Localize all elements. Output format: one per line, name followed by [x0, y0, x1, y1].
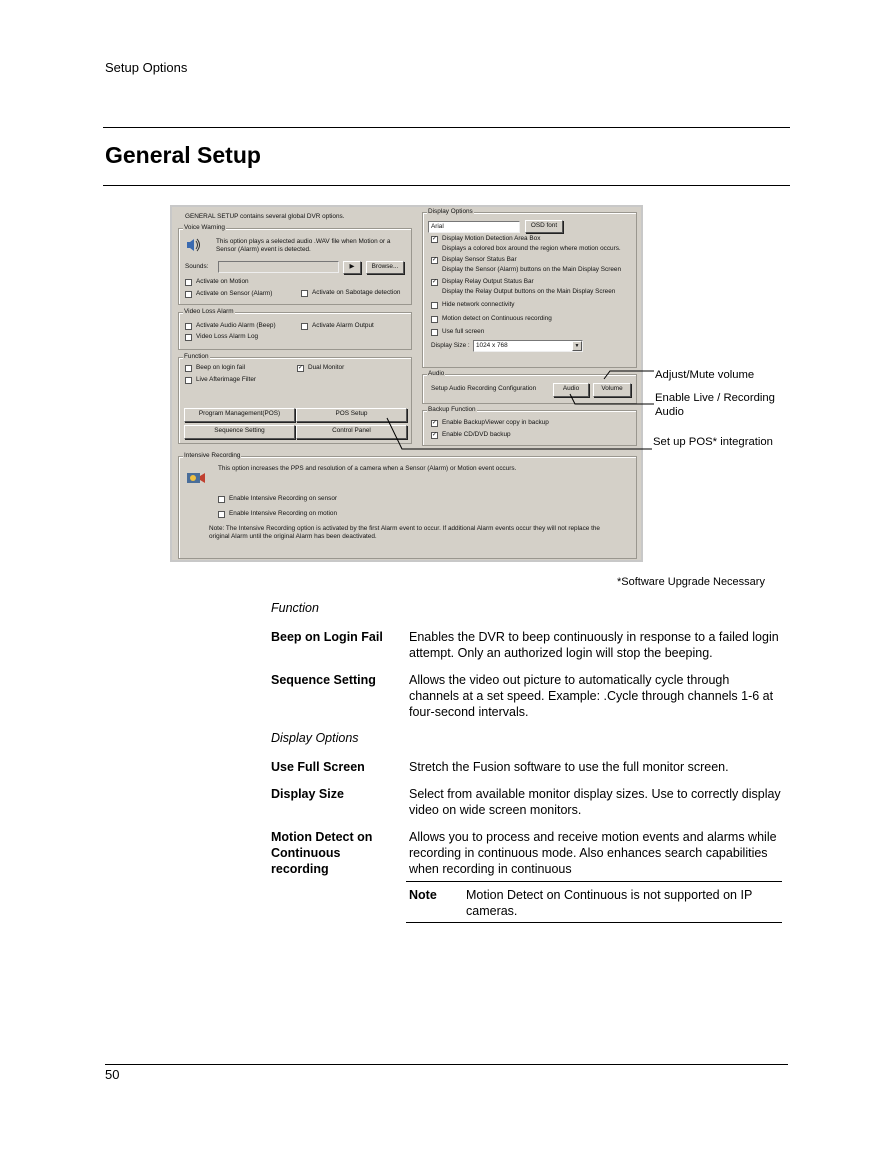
hide-network-label: Hide network connectivity: [442, 301, 515, 308]
pos-leader: [387, 418, 652, 449]
intensive-text: This option increases the PPS and resolution of a camera when a Sensor (Alarm) or Motion event occurs.: [218, 465, 517, 472]
video-loss-label: Video Loss Alarm: [184, 308, 234, 315]
audio-button[interactable]: Audio: [553, 383, 589, 397]
relay-bar-checkbox[interactable]: ✓: [432, 279, 438, 285]
callout-volume: Adjust/Mute volume: [655, 369, 755, 381]
displaysize-desc: Select from available monitor display sizes. Use to correctly display video on wide screen monitors.: [409, 787, 781, 817]
relay-bar-label: Display Relay Output Status Bar: [442, 278, 534, 285]
note-box: [406, 881, 782, 923]
motion-area-desc: Displays a colored box around the region where motion occurs.: [442, 245, 621, 252]
video-loss-log-label: Video Loss Alarm Log: [196, 333, 259, 340]
motion-area-label: Display Motion Detection Area Box: [442, 235, 541, 242]
display-size-label: Display Size :: [431, 342, 470, 349]
display-options-label: Display Options: [428, 208, 473, 215]
osd-font-button[interactable]: OSD font: [525, 220, 563, 233]
activate-motion-label: Activate on Motion: [196, 278, 249, 285]
callout-pos: Set up POS* integration: [653, 436, 773, 448]
intensive-motion-label: Enable Intensive Recording on motion: [229, 510, 337, 517]
backupviewer-checkbox[interactable]: ✓: [432, 420, 438, 426]
alarm-output-label: Activate Alarm Output: [312, 322, 374, 329]
beep-login-label: Beep on login fail: [196, 364, 246, 371]
audio-label: Audio: [428, 370, 445, 377]
backupviewer-label: Enable BackupViewer copy in backup: [442, 419, 549, 426]
fullscreen-desc: Stretch the Fusion software to use the full monitor screen.: [409, 760, 729, 774]
backup-label: Backup Function: [428, 406, 476, 413]
intensive-sensor-label: Enable Intensive Recording on sensor: [229, 495, 337, 502]
sequence-desc: Allows the video out picture to automatically cycle through channels at a set speed. Example: .Cycle through channels 1-6 at four-second intervals.: [409, 673, 774, 719]
beep-term: Beep on Login Fail: [271, 630, 383, 644]
play-button[interactable]: ▶: [343, 261, 361, 274]
upgrade-note: *Software Upgrade Necessary: [617, 576, 765, 588]
dual-monitor-label: Dual Monitor: [308, 364, 345, 371]
voice-warning-text-1: This option plays a selected audio .WAV file when Motion or a: [216, 238, 391, 245]
cddvd-label: Enable CD/DVD backup: [442, 431, 511, 438]
intensive-note-1: Note: The Intensive Recording option is activated by the first Alarm event to occur. If additional Alarm events occur they will not replace the: [209, 525, 600, 532]
dual-monitor-checkbox[interactable]: ✓: [298, 365, 304, 371]
font-field[interactable]: Arial: [428, 221, 520, 233]
volume-button[interactable]: Volume: [593, 383, 631, 397]
audio-leader: [570, 394, 654, 404]
intro-text: GENERAL SETUP contains several global DVR options.: [185, 213, 345, 220]
sensor-bar-checkbox[interactable]: ✓: [432, 257, 438, 263]
callout-audio-2: Audio: [655, 406, 684, 418]
intensive-note-2: original Alarm until the original Alarm has been deactivated.: [209, 533, 377, 540]
sequence-term: Sequence Setting: [271, 673, 376, 687]
function-heading: Function: [271, 601, 319, 615]
voice-warning-label: Voice Warning: [184, 224, 225, 231]
displaysize-term: Display Size: [271, 787, 344, 801]
motion-term: Motion Detect on Continuous recording: [271, 830, 373, 876]
volume-leader: [604, 371, 654, 379]
voice-warning-text-2: Sensor (Alarm) event is detected.: [216, 246, 311, 253]
control-panel-button[interactable]: Control Panel: [296, 425, 407, 439]
display-heading: Display Options: [271, 731, 359, 745]
motion-continuous-label: Motion detect on Continuous recording: [442, 315, 552, 322]
page-title: General Setup: [105, 142, 261, 168]
running-header: Setup Options: [105, 60, 188, 75]
callout-audio-1: Enable Live / Recording: [655, 392, 775, 404]
relay-bar-desc: Display the Relay Output buttons on the Main Display Screen: [442, 288, 616, 295]
full-screen-label: Use full screen: [442, 328, 485, 335]
sensor-bar-desc: Display the Sensor (Alarm) buttons on the Main Display Screen: [442, 266, 622, 273]
function-label: Function: [184, 353, 209, 360]
footer-rule: [105, 1064, 788, 1065]
chevron-down-icon[interactable]: ▼: [572, 341, 582, 351]
display-size-value: 1024 x 768: [476, 342, 508, 349]
motion-desc: Allows you to process and receive motion events and alarms while recording in continuous mode. Also enhances search capabilities when recording in continuous: [409, 830, 777, 876]
motion-area-checkbox[interactable]: ✓: [432, 236, 438, 242]
activate-sensor-label: Activate on Sensor (Alarm): [196, 290, 273, 297]
pos-management-button[interactable]: Program Management(POS): [184, 408, 295, 422]
audio-config-label: Setup Audio Recording Configuration: [431, 385, 537, 392]
intensive-label: Intensive Recording: [184, 452, 241, 459]
browse-button[interactable]: Browse...: [366, 261, 404, 274]
sounds-label: Sounds:: [185, 263, 209, 270]
note-text: Motion Detect on Continuous is not supported on IP cameras.: [466, 888, 753, 918]
sensor-bar-label: Display Sensor Status Bar: [442, 256, 517, 263]
cddvd-checkbox[interactable]: ✓: [432, 432, 438, 438]
fullscreen-term: Use Full Screen: [271, 760, 365, 774]
audio-alarm-label: Activate Audio Alarm (Beep): [196, 322, 276, 329]
note-label: Note: [409, 888, 437, 902]
sequence-setting-button[interactable]: Sequence Setting: [184, 425, 295, 439]
live-afterimage-label: Live Afterimage Filter: [196, 376, 257, 383]
page-number: 50: [105, 1067, 120, 1082]
activate-sabotage-label: Activate on Sabotage detection: [312, 289, 401, 296]
beep-desc: Enables the DVR to beep continuously in response to a failed login attempt. Only an authorized login will stop the beeping.: [409, 630, 779, 660]
pos-setup-button[interactable]: POS Setup: [296, 408, 407, 422]
